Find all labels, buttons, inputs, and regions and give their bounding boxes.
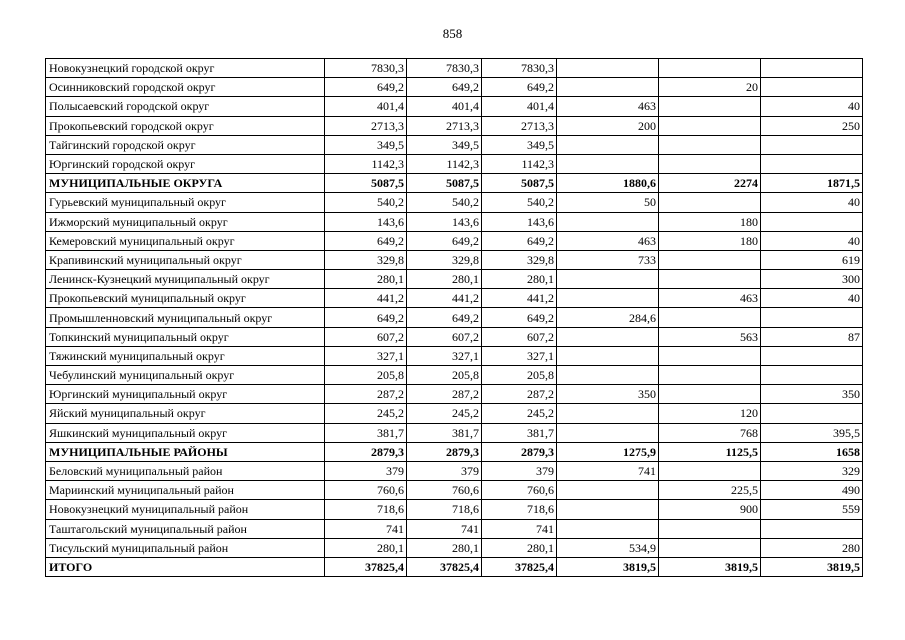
table-row bbox=[46, 231, 863, 250]
value-cell-v3: 441,2 bbox=[482, 289, 557, 308]
value-cell-v4 bbox=[557, 327, 659, 346]
value-cell-v1: 649,2 bbox=[325, 78, 407, 97]
value-cell-v3: 280,1 bbox=[482, 270, 557, 289]
value-cell-v6 bbox=[761, 78, 863, 97]
value-cell-v2: 379 bbox=[407, 461, 482, 480]
table-row bbox=[46, 193, 863, 212]
value-cell-v6: 3819,5 bbox=[761, 557, 863, 576]
value-cell-v3: 649,2 bbox=[482, 231, 557, 250]
value-cell-v5 bbox=[659, 308, 761, 327]
value-cell-v6: 619 bbox=[761, 250, 863, 269]
table-row bbox=[46, 385, 863, 404]
value-cell-v6: 40 bbox=[761, 193, 863, 212]
value-cell-v1: 5087,5 bbox=[325, 174, 407, 193]
value-cell-v4 bbox=[557, 212, 659, 231]
value-cell-v5 bbox=[659, 97, 761, 116]
value-cell-v5 bbox=[659, 116, 761, 135]
value-cell-v1: 2713,3 bbox=[325, 116, 407, 135]
row-name-cell: Тяжинский муниципальный округ bbox=[46, 346, 325, 365]
value-cell-v6: 329 bbox=[761, 461, 863, 480]
value-cell-v5: 20 bbox=[659, 78, 761, 97]
value-cell-v6: 559 bbox=[761, 500, 863, 519]
table-row bbox=[46, 308, 863, 327]
table-row bbox=[46, 270, 863, 289]
value-cell-v2: 540,2 bbox=[407, 193, 482, 212]
value-cell-v2: 245,2 bbox=[407, 404, 482, 423]
value-cell-v6: 350 bbox=[761, 385, 863, 404]
value-cell-v5 bbox=[659, 135, 761, 154]
table-row bbox=[46, 135, 863, 154]
value-cell-v1: 607,2 bbox=[325, 327, 407, 346]
value-cell-v3: 540,2 bbox=[482, 193, 557, 212]
value-cell-v4 bbox=[557, 481, 659, 500]
value-cell-v3: 349,5 bbox=[482, 135, 557, 154]
value-cell-v6 bbox=[761, 519, 863, 538]
row-name-cell: Тайгинский городской округ bbox=[46, 135, 325, 154]
value-cell-v1: 741 bbox=[325, 519, 407, 538]
value-cell-v1: 381,7 bbox=[325, 423, 407, 442]
value-cell-v3: 287,2 bbox=[482, 385, 557, 404]
value-cell-v6 bbox=[761, 59, 863, 78]
value-cell-v3: 2879,3 bbox=[482, 442, 557, 461]
value-cell-v5 bbox=[659, 385, 761, 404]
value-cell-v5: 180 bbox=[659, 231, 761, 250]
value-cell-v2: 401,4 bbox=[407, 97, 482, 116]
value-cell-v6: 280 bbox=[761, 538, 863, 557]
value-cell-v3: 329,8 bbox=[482, 250, 557, 269]
row-name-cell: Полысаевский городской округ bbox=[46, 97, 325, 116]
row-name-cell: Таштагольский муниципальный район bbox=[46, 519, 325, 538]
value-cell-v4 bbox=[557, 366, 659, 385]
value-cell-v1: 7830,3 bbox=[325, 59, 407, 78]
row-name-cell: Прокопьевский муниципальный округ bbox=[46, 289, 325, 308]
value-cell-v1: 401,4 bbox=[325, 97, 407, 116]
value-cell-v2: 5087,5 bbox=[407, 174, 482, 193]
value-cell-v4 bbox=[557, 59, 659, 78]
value-cell-v6: 1871,5 bbox=[761, 174, 863, 193]
value-cell-v6 bbox=[761, 135, 863, 154]
row-name-cell: Мариинский муниципальный район bbox=[46, 481, 325, 500]
value-cell-v4: 463 bbox=[557, 231, 659, 250]
value-cell-v3: 649,2 bbox=[482, 78, 557, 97]
table-row bbox=[46, 250, 863, 269]
value-cell-v1: 441,2 bbox=[325, 289, 407, 308]
value-cell-v1: 540,2 bbox=[325, 193, 407, 212]
value-cell-v3: 245,2 bbox=[482, 404, 557, 423]
row-name-cell: Яйский муниципальный округ bbox=[46, 404, 325, 423]
value-cell-v1: 649,2 bbox=[325, 308, 407, 327]
value-cell-v6 bbox=[761, 366, 863, 385]
row-name-cell: Тисульский муниципальный район bbox=[46, 538, 325, 557]
value-cell-v4: 1880,6 bbox=[557, 174, 659, 193]
table-body bbox=[46, 59, 863, 577]
row-name-cell: ИТОГО bbox=[46, 557, 325, 576]
value-cell-v1: 245,2 bbox=[325, 404, 407, 423]
value-cell-v4: 284,6 bbox=[557, 308, 659, 327]
value-cell-v3: 205,8 bbox=[482, 366, 557, 385]
value-cell-v2: 280,1 bbox=[407, 538, 482, 557]
value-cell-v6: 87 bbox=[761, 327, 863, 346]
value-cell-v5: 225,5 bbox=[659, 481, 761, 500]
value-cell-v2: 649,2 bbox=[407, 231, 482, 250]
budget-table bbox=[45, 58, 863, 577]
value-cell-v5 bbox=[659, 270, 761, 289]
value-cell-v1: 205,8 bbox=[325, 366, 407, 385]
value-cell-v6: 250 bbox=[761, 116, 863, 135]
value-cell-v2: 2713,3 bbox=[407, 116, 482, 135]
table-section-row bbox=[46, 442, 863, 461]
table-row bbox=[46, 97, 863, 116]
value-cell-v3: 741 bbox=[482, 519, 557, 538]
value-cell-v5: 900 bbox=[659, 500, 761, 519]
value-cell-v4: 200 bbox=[557, 116, 659, 135]
value-cell-v3: 7830,3 bbox=[482, 59, 557, 78]
table-row bbox=[46, 346, 863, 365]
value-cell-v2: 649,2 bbox=[407, 78, 482, 97]
value-cell-v6: 40 bbox=[761, 97, 863, 116]
value-cell-v2: 760,6 bbox=[407, 481, 482, 500]
value-cell-v3: 760,6 bbox=[482, 481, 557, 500]
value-cell-v1: 1142,3 bbox=[325, 154, 407, 173]
value-cell-v1: 349,5 bbox=[325, 135, 407, 154]
table-row bbox=[46, 423, 863, 442]
value-cell-v6 bbox=[761, 154, 863, 173]
row-name-cell: Чебулинский муниципальный округ bbox=[46, 366, 325, 385]
value-cell-v6: 40 bbox=[761, 231, 863, 250]
value-cell-v4: 741 bbox=[557, 461, 659, 480]
value-cell-v4 bbox=[557, 135, 659, 154]
table-row bbox=[46, 327, 863, 346]
value-cell-v1: 649,2 bbox=[325, 231, 407, 250]
row-name-cell: Яшкинский муниципальный округ bbox=[46, 423, 325, 442]
table-row bbox=[46, 289, 863, 308]
table-row bbox=[46, 461, 863, 480]
value-cell-v4: 463 bbox=[557, 97, 659, 116]
row-name-cell: МУНИЦИПАЛЬНЫЕ ОКРУГА bbox=[46, 174, 325, 193]
value-cell-v1: 280,1 bbox=[325, 270, 407, 289]
value-cell-v6 bbox=[761, 308, 863, 327]
value-cell-v6 bbox=[761, 404, 863, 423]
value-cell-v4: 534,9 bbox=[557, 538, 659, 557]
value-cell-v2: 441,2 bbox=[407, 289, 482, 308]
value-cell-v3: 401,4 bbox=[482, 97, 557, 116]
table-row bbox=[46, 538, 863, 557]
value-cell-v6: 40 bbox=[761, 289, 863, 308]
value-cell-v4 bbox=[557, 519, 659, 538]
value-cell-v2: 1142,3 bbox=[407, 154, 482, 173]
value-cell-v5 bbox=[659, 59, 761, 78]
value-cell-v2: 205,8 bbox=[407, 366, 482, 385]
value-cell-v4: 350 bbox=[557, 385, 659, 404]
value-cell-v4 bbox=[557, 423, 659, 442]
row-name-cell: Ленинск-Кузнецкий муниципальный округ bbox=[46, 270, 325, 289]
value-cell-v5: 3819,5 bbox=[659, 557, 761, 576]
table-section-row bbox=[46, 557, 863, 576]
value-cell-v3: 607,2 bbox=[482, 327, 557, 346]
row-name-cell: Новокузнецкий городской округ bbox=[46, 59, 325, 78]
value-cell-v1: 143,6 bbox=[325, 212, 407, 231]
table-row bbox=[46, 116, 863, 135]
table-row bbox=[46, 404, 863, 423]
value-cell-v5 bbox=[659, 193, 761, 212]
value-cell-v5: 120 bbox=[659, 404, 761, 423]
value-cell-v3: 280,1 bbox=[482, 538, 557, 557]
row-name-cell: Топкинский муниципальный округ bbox=[46, 327, 325, 346]
value-cell-v3: 5087,5 bbox=[482, 174, 557, 193]
value-cell-v6 bbox=[761, 212, 863, 231]
table-row bbox=[46, 481, 863, 500]
table-row bbox=[46, 500, 863, 519]
value-cell-v4 bbox=[557, 78, 659, 97]
value-cell-v4 bbox=[557, 500, 659, 519]
value-cell-v1: 287,2 bbox=[325, 385, 407, 404]
table-row bbox=[46, 519, 863, 538]
value-cell-v4: 1275,9 bbox=[557, 442, 659, 461]
value-cell-v1: 327,1 bbox=[325, 346, 407, 365]
value-cell-v5: 1125,5 bbox=[659, 442, 761, 461]
value-cell-v1: 760,6 bbox=[325, 481, 407, 500]
value-cell-v3: 143,6 bbox=[482, 212, 557, 231]
table-row bbox=[46, 78, 863, 97]
value-cell-v5: 463 bbox=[659, 289, 761, 308]
value-cell-v5: 563 bbox=[659, 327, 761, 346]
value-cell-v5 bbox=[659, 519, 761, 538]
row-name-cell: Новокузнецкий муниципальный район bbox=[46, 500, 325, 519]
value-cell-v2: 280,1 bbox=[407, 270, 482, 289]
row-name-cell: Промышленновский муниципальный округ bbox=[46, 308, 325, 327]
table-row bbox=[46, 212, 863, 231]
row-name-cell: Ижморский муниципальный округ bbox=[46, 212, 325, 231]
value-cell-v5 bbox=[659, 154, 761, 173]
value-cell-v3: 381,7 bbox=[482, 423, 557, 442]
value-cell-v2: 37825,4 bbox=[407, 557, 482, 576]
value-cell-v6: 395,5 bbox=[761, 423, 863, 442]
value-cell-v3: 718,6 bbox=[482, 500, 557, 519]
value-cell-v4 bbox=[557, 154, 659, 173]
value-cell-v1: 718,6 bbox=[325, 500, 407, 519]
value-cell-v1: 280,1 bbox=[325, 538, 407, 557]
value-cell-v3: 649,2 bbox=[482, 308, 557, 327]
value-cell-v2: 349,5 bbox=[407, 135, 482, 154]
row-name-cell: Гурьевский муниципальный округ bbox=[46, 193, 325, 212]
value-cell-v2: 287,2 bbox=[407, 385, 482, 404]
value-cell-v4: 50 bbox=[557, 193, 659, 212]
value-cell-v4: 733 bbox=[557, 250, 659, 269]
value-cell-v5: 180 bbox=[659, 212, 761, 231]
value-cell-v1: 37825,4 bbox=[325, 557, 407, 576]
value-cell-v6: 490 bbox=[761, 481, 863, 500]
value-cell-v4 bbox=[557, 404, 659, 423]
value-cell-v1: 329,8 bbox=[325, 250, 407, 269]
value-cell-v1: 2879,3 bbox=[325, 442, 407, 461]
value-cell-v5 bbox=[659, 538, 761, 557]
value-cell-v5 bbox=[659, 250, 761, 269]
value-cell-v2: 381,7 bbox=[407, 423, 482, 442]
value-cell-v4 bbox=[557, 289, 659, 308]
value-cell-v4 bbox=[557, 346, 659, 365]
row-name-cell: МУНИЦИПАЛЬНЫЕ РАЙОНЫ bbox=[46, 442, 325, 461]
value-cell-v3: 1142,3 bbox=[482, 154, 557, 173]
value-cell-v2: 649,2 bbox=[407, 308, 482, 327]
value-cell-v6 bbox=[761, 346, 863, 365]
table-row bbox=[46, 366, 863, 385]
row-name-cell: Беловский муниципальный район bbox=[46, 461, 325, 480]
value-cell-v2: 718,6 bbox=[407, 500, 482, 519]
value-cell-v3: 327,1 bbox=[482, 346, 557, 365]
row-name-cell: Осинниковский городской округ bbox=[46, 78, 325, 97]
table-row bbox=[46, 59, 863, 78]
value-cell-v5: 768 bbox=[659, 423, 761, 442]
row-name-cell: Кемеровский муниципальный округ bbox=[46, 231, 325, 250]
value-cell-v5 bbox=[659, 366, 761, 385]
value-cell-v6: 300 bbox=[761, 270, 863, 289]
page-number: 858 bbox=[442, 26, 463, 41]
value-cell-v2: 143,6 bbox=[407, 212, 482, 231]
value-cell-v2: 2879,3 bbox=[407, 442, 482, 461]
table-row bbox=[46, 154, 863, 173]
row-name-cell: Прокопьевский городской округ bbox=[46, 116, 325, 135]
value-cell-v4 bbox=[557, 270, 659, 289]
value-cell-v2: 741 bbox=[407, 519, 482, 538]
table-section-row bbox=[46, 174, 863, 193]
row-name-cell: Крапивинский муниципальный округ bbox=[46, 250, 325, 269]
row-name-cell: Юргинский городской округ bbox=[46, 154, 325, 173]
value-cell-v3: 37825,4 bbox=[482, 557, 557, 576]
value-cell-v2: 607,2 bbox=[407, 327, 482, 346]
row-name-cell: Юргинский муниципальный округ bbox=[46, 385, 325, 404]
value-cell-v4: 3819,5 bbox=[557, 557, 659, 576]
value-cell-v2: 329,8 bbox=[407, 250, 482, 269]
value-cell-v6: 1658 bbox=[761, 442, 863, 461]
value-cell-v2: 327,1 bbox=[407, 346, 482, 365]
value-cell-v5 bbox=[659, 346, 761, 365]
value-cell-v3: 2713,3 bbox=[482, 116, 557, 135]
value-cell-v5: 2274 bbox=[659, 174, 761, 193]
value-cell-v2: 7830,3 bbox=[407, 59, 482, 78]
value-cell-v1: 379 bbox=[325, 461, 407, 480]
value-cell-v3: 379 bbox=[482, 461, 557, 480]
value-cell-v5 bbox=[659, 461, 761, 480]
